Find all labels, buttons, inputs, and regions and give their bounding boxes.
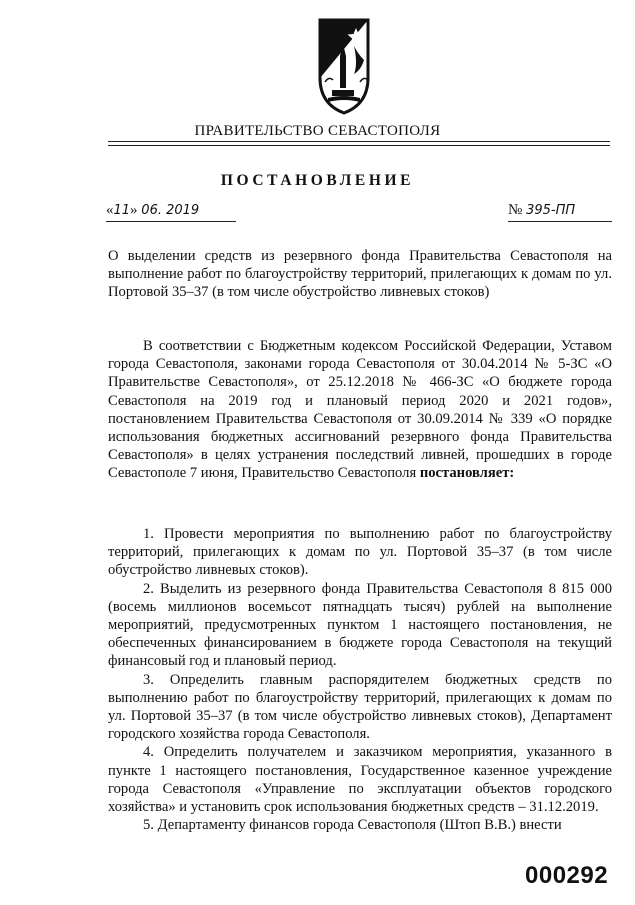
number-prefix: № xyxy=(508,202,523,218)
government-name: ПРАВИТЕЛЬСТВО СЕВАСТОПОЛЯ xyxy=(194,123,441,139)
header-rule-bottom xyxy=(108,145,610,146)
document-date xyxy=(106,202,236,222)
preamble-paragraph xyxy=(108,337,612,483)
decree-items xyxy=(108,525,612,834)
preamble-decree-word: постановляет: xyxy=(419,465,515,482)
sevastopol-coat-of-arms-icon xyxy=(316,16,372,116)
date-month-year: 06. 2019 xyxy=(141,203,200,218)
preamble-text: В соответствии с Бюджетным кодексом Российской Федерации, Уставом города Севастополя, законами города Севастополя от 30.04.2014 № 5-ЗС «О Правительстве Севастополя», от 25.12.2018 № 466-ЗС «О бюджете города Севастополя на 2019 год и плановый период 2020 и 2021 годов», постановлением Правительства Севастополя от 30.09.2014 № 339 «О порядке использования бюджетных ассигнований резервного фонда Правительства Севастополя» в целях устранения последствий ливней, прошедших в городе Севастополе 7 июня, Правительство Севастополя xyxy=(108,338,612,482)
decree-item-5: 5. Департаменту финансов города Севастополя (Штоп В.В.) внести xyxy=(143,817,562,834)
date-close-quote: » xyxy=(130,202,138,218)
document-title: ПОСТАНОВЛЕНИЕ xyxy=(220,172,415,189)
preamble xyxy=(108,337,612,483)
form-serial-number: 000292 xyxy=(525,862,609,889)
number-value: 395-ПП xyxy=(526,203,576,218)
document-number xyxy=(508,202,612,222)
decree-item-1: 1. Провести мероприятия по выполнению работ по благоустройству территорий, прилегающих к домам по ул. Портовой 35–37 (в том числе обустройство ливневых стоков). xyxy=(108,526,612,579)
header-rule-top xyxy=(108,141,610,142)
decree-item-3: 3. Определить главным распорядителем бюджетных средств по выполнению работ по благоустройству территорий, прилегающих к домам по ул. Портовой 35–37 (в том числе обустройство ливневых стоков), Департамент городского хозяйства города Севастополя. xyxy=(108,671,612,743)
date-day: 11 xyxy=(113,203,131,218)
date-open-quote: « xyxy=(106,202,114,218)
document-subject: О выделении средств из резервного фонда Правительства Севастополя на выполнение работ по благоустройству территорий, прилегающих к домам по ул. Портовой 35–37 (в том числе обустройство ливневых стоков) xyxy=(108,248,612,301)
decree-item-2: 2. Выделить из резервного фонда Правительства Севастополя 8 815 000 (восемь миллионов восемьсот пятнадцать тысяч) рублей на выполнение мероприятий, предусмотренных пунктом 1 настоящего постановления, не обеспеченных финансированием в бюджете города Севастополя на текущий финансовый год и плановый период. xyxy=(108,580,612,670)
decree-item-4: 4. Определить получателем и заказчиком мероприятия, указанного в пункте 1 настоящего постановления, Государственное казенное учреждение города Севастополя «Управление по эксплуатации объектов городского хозяйства» и установить срок использования бюджетных средств – 31.12.2019. xyxy=(108,744,612,816)
